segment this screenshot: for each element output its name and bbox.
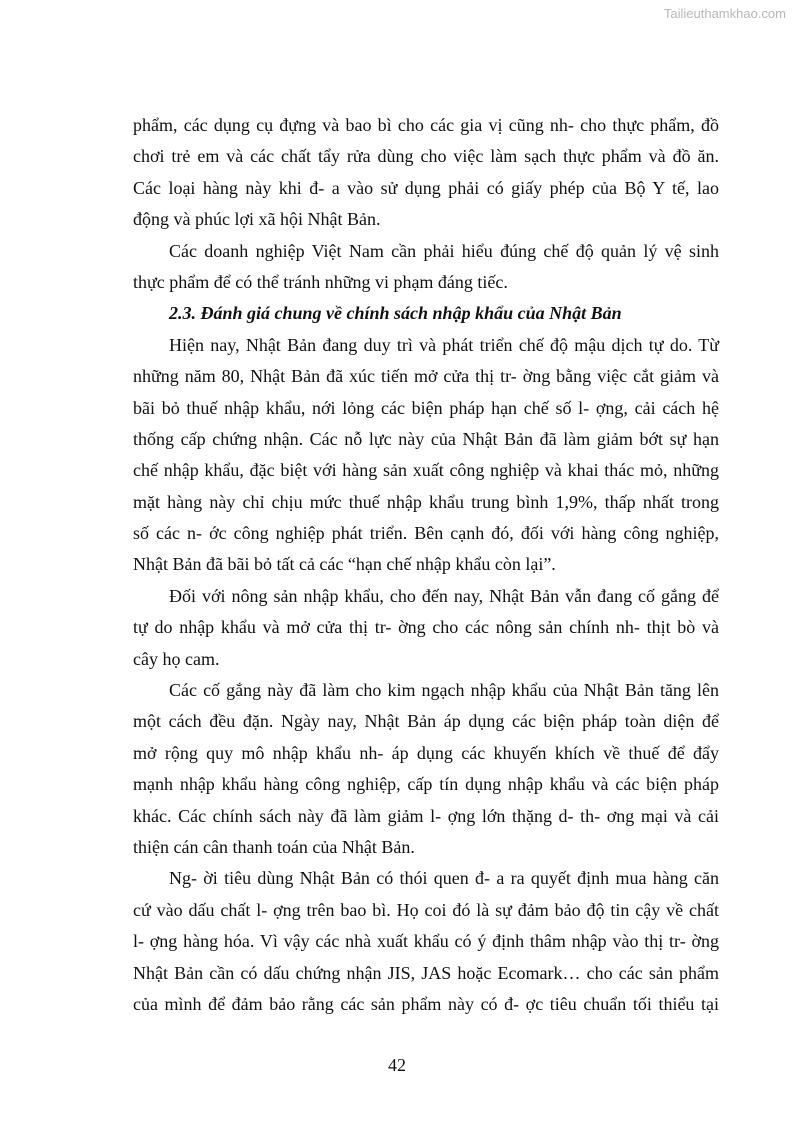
text-line: bãi bỏ thuế nhập khẩu, nới lỏng các biện pháp hạn chế số l- ợng, cải cách hệ [133, 397, 719, 418]
text-line: những năm 80, Nhật Bản đã xúc tiến mở cửa thị tr- ờng bằng việc cắt giảm và [133, 366, 719, 387]
text-line: mặt hàng này chỉ chịu mức thuế nhập khẩu trung bình 1,9%, thấp nhất trong [133, 491, 719, 512]
document-body [133, 110, 719, 1020]
text-line: Các cố gắng này đã làm cho kim ngạch nhập khẩu của Nhật Bản tăng lên [169, 680, 719, 701]
watermark: Tailieuthamkhao.com [663, 6, 786, 21]
text-line: của mình để đảm bảo rằng các sản phẩm này có đ- ợc tiêu chuẩn tối thiểu tại [133, 993, 719, 1014]
text-line: Nhật Bản đã bãi bỏ tất cả các “hạn chế nhập khẩu còn lại”. [133, 554, 556, 575]
text-line: mở rộng quy mô nhập khẩu nh- áp dụng các khuyến khích về thuế để đẩy [133, 742, 719, 763]
page-number: 42 [388, 1055, 406, 1075]
text-line: phẩm, các dụng cụ đựng và bao bì cho các gia vị cũng nh- cho thực phẩm, đồ [133, 115, 719, 135]
text-line: cây họ cam. [133, 648, 220, 669]
text-line: thống cấp chứng nhận. Các nỗ lực này của Nhật Bản đã làm giảm bớt sự hạn [133, 428, 719, 449]
text-line: một cách đều đặn. Ngày nay, Nhật Bản áp dụng các biện pháp toàn diện để [133, 711, 719, 732]
text-line: Các doanh nghiệp Việt Nam cần phải hiểu đúng chế độ quản lý vệ sinh [169, 240, 719, 261]
text-line: Ng- ời tiêu dùng Nhật Bản có thói quen đ- a ra quyết định mua hàng căn [169, 868, 719, 889]
text-line: mạnh nhập khẩu hàng công nghiệp, cấp tín dụng nhập khẩu và các biện pháp [133, 774, 719, 795]
text-line: Nhật Bản cần có dấu chứng nhận JIS, JAS hoặc Ecomark… cho các sản phẩm [133, 962, 719, 983]
text-line: khác. Các chính sách này đã làm giảm l- ợng lớn thặng d- th- ơng mại và cải [133, 805, 719, 826]
text-line: động và phúc lợi xã hội Nhật Bản. [133, 209, 381, 230]
text-line: Các loại hàng này khi đ- a vào sử dụng phải có giấy phép của Bộ Y tế, lao [133, 177, 719, 198]
text-line: l- ợng hàng hóa. Vì vậy các nhà xuất khẩu có ý định thâm nhập vào thị tr- ờng [133, 931, 719, 952]
text-line: thiện cán cân thanh toán của Nhật Bản. [133, 836, 415, 857]
text-line: Hiện nay, Nhật Bản đang duy trì và phát triển chế độ mậu dịch tự do. Từ [169, 334, 719, 355]
text-line: thực phẩm để có thể tránh những vi phạm đáng tiếc. [133, 271, 508, 292]
text-line: chơi trẻ em và các chất tẩy rửa dùng cho việc làm sạch thực phẩm và đồ ăn. [133, 146, 719, 167]
text-line: tự do nhập khẩu và mở cửa thị tr- ờng cho các nông sản chính nh- thịt bò và [133, 617, 719, 638]
section-heading: 2.3. Đánh giá chung về chính sách nhập khẩu của Nhật Bản [169, 303, 622, 324]
text-line: chế nhập khẩu, đặc biệt với hàng sản xuất công nghiệp và khai thác mỏ, những [133, 460, 719, 481]
text-line: Đối với nông sản nhập khẩu, cho đến nay, Nhật Bản vẫn đang cố gắng để [169, 585, 719, 606]
text-line: cứ vào dấu chất l- ợng trên bao bì. Họ coi đó là sự đảm bảo độ tin cậy về chất [133, 899, 719, 920]
text-line: số các n- ớc công nghiệp phát triển. Bên cạnh đó, đối với hàng công nghiệp, [133, 523, 719, 544]
